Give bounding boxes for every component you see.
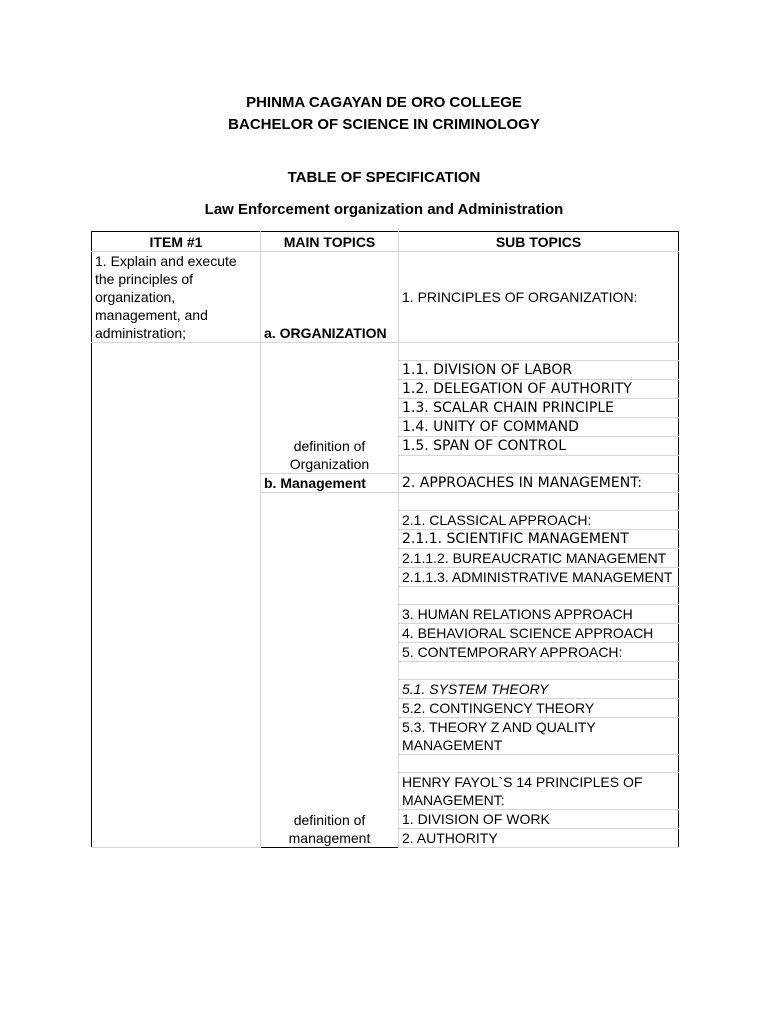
sub-topic-fayol-2: 2. AUTHORITY <box>399 829 679 848</box>
sub-topic-4: 4. BEHAVIORAL SCIENCE APPROACH <box>399 624 679 643</box>
sub-topic-5-3: 5.3. THEORY Z AND QUALITY MANAGEMENT <box>399 718 679 755</box>
sub-topic-2-1-1: 2.1.1. SCIENTIFIC MANAGEMENT <box>399 530 679 549</box>
sub-topic-2-1-1-3: 2.1.1.3. ADMINISTRATIVE MANAGEMENT <box>399 568 679 587</box>
sub-topic-blank <box>399 343 679 361</box>
specification-table <box>91 231 679 848</box>
sub-topic-blank <box>399 493 679 511</box>
main-topic-definition-management: definition of management <box>288 812 371 846</box>
item-objective: 1. Explain and execute the principles of organization, management, and administration; <box>92 252 261 343</box>
main-topic-management: b. Management <box>261 474 399 493</box>
sub-topic-3: 3. HUMAN RELATIONS APPROACH <box>399 605 679 624</box>
sub-topic-2-1-1-2: 2.1.1.2. BUREAUCRATIC MANAGEMENT <box>399 549 679 568</box>
table-row <box>92 343 679 361</box>
document-title: TABLE OF SPECIFICATION <box>287 169 481 186</box>
college-name: PHINMA CAGAYAN DE ORO COLLEGE <box>246 94 522 111</box>
header-sub-topics: SUB TOPICS <box>399 232 679 252</box>
sub-topic-1-5: 1.5. SPAN OF CONTROL <box>399 437 679 456</box>
sub-topic-1-4: 1.4. UNITY OF COMMAND <box>399 418 679 437</box>
main-topic-definition-organization: definition of Organization <box>261 343 399 474</box>
header-item: ITEM #1 <box>92 232 261 252</box>
sub-topic-5: 5. CONTEMPORARY APPROACH: <box>399 643 679 662</box>
sub-topic-5-1: 5.1. SYSTEM THEORY <box>399 680 679 699</box>
subject-title: Law Enforcement organization and Administration <box>204 201 564 218</box>
sub-topic-1-1: 1.1. DIVISION OF LABOR <box>399 361 679 380</box>
program-name: BACHELOR OF SCIENCE IN CRIMINOLOGY <box>228 116 540 133</box>
sub-topic-1-2: 1.2. DELEGATION OF AUTHORITY <box>399 380 679 399</box>
sub-topic-fayol: HENRY FAYOL`S 14 PRINCIPLES OF MANAGEMENT: <box>399 773 679 810</box>
sub-topic-blank <box>399 662 679 680</box>
sub-topic-5-2: 5.2. CONTINGENCY THEORY <box>399 699 679 718</box>
sub-topic-blank <box>399 456 679 474</box>
sub-topic-blank <box>399 755 679 773</box>
sub-topic-blank <box>399 587 679 605</box>
header-main-topics: MAIN TOPICS <box>261 232 399 252</box>
sub-topic-1-3: 1.3. SCALAR CHAIN PRINCIPLE <box>399 399 679 418</box>
item-empty-cell <box>92 343 261 848</box>
table-header-row <box>92 232 679 252</box>
sub-topic-fayol-1: 1. DIVISION OF WORK <box>399 810 679 829</box>
main-topic-organization: a. ORGANIZATION <box>261 252 399 343</box>
sub-topic-2-1: 2.1. CLASSICAL APPROACH: <box>399 511 679 530</box>
sub-topic-principles: 1. PRINCIPLES OF ORGANIZATION: <box>399 252 679 343</box>
table-row <box>92 252 679 343</box>
sub-topic-approaches: 2. APPROACHES IN MANAGEMENT: <box>399 474 679 493</box>
